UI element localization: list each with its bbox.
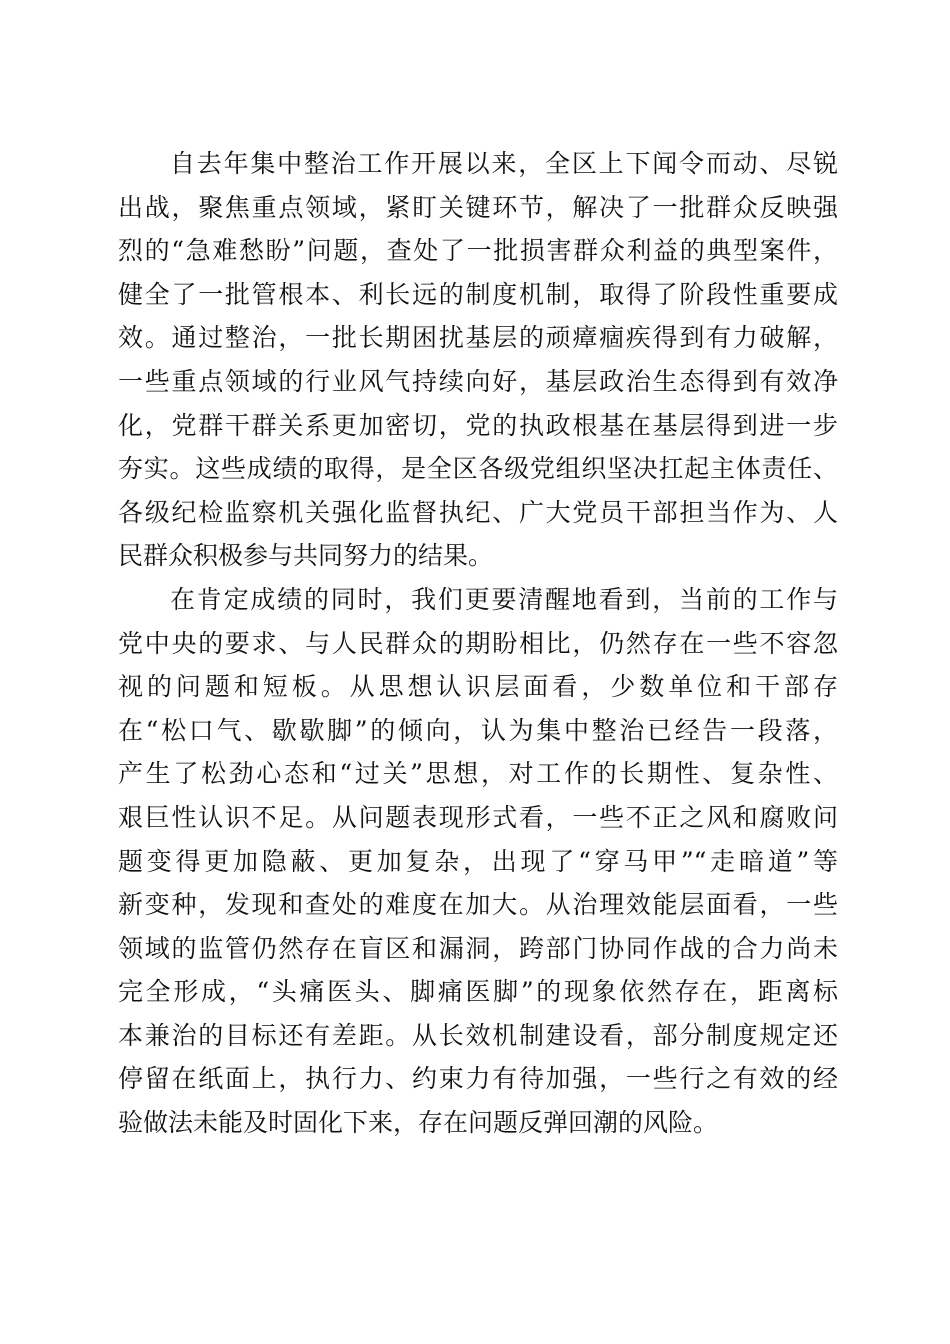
paragraph-achievements	[118, 142, 838, 578]
text-line: 新变种，发现和查处的难度在加大。从治理效能层面看，一些	[118, 890, 838, 920]
text-line: 夯实。这些成绩的取得，是全区各级党组织坚决扛起主体责任、	[118, 454, 838, 484]
text-line: 自去年集中整治工作开展以来，全区上下闻令而动、尽锐	[170, 149, 838, 178]
text-line: 停留在纸面上，执行力、约束力有待加强，一些行之有效的经	[118, 1064, 838, 1094]
text-line: 各级纪检监察机关强化监督执纪、广大党员干部担当作为、人	[118, 497, 838, 527]
text-line: 在“松口气、歇歇脚”的倾向，认为集中整治已经告一段落，	[118, 715, 838, 745]
text-line: 视的问题和短板。从思想认识层面看，少数单位和干部存	[118, 672, 838, 702]
document-body	[118, 142, 838, 1145]
text-line: 题变得更加隐蔽、更加复杂，出现了“穿马甲”“走暗道”等	[118, 846, 838, 876]
text-line: 党中央的要求、与人民群众的期盼相比，仍然存在一些不容忽	[118, 628, 838, 658]
text-line: 领域的监管仍然存在盲区和漏洞，跨部门协同作战的合力尚未	[118, 933, 838, 963]
text-line: 在肯定成绩的同时，我们更要清醒地看到，当前的工作与	[170, 584, 838, 614]
text-line: 化，党群干群关系更加密切，党的执政根基在基层得到进一步	[118, 410, 838, 440]
text-line: 验做法未能及时固化下来，存在问题反弹回潮的风险。	[118, 1108, 719, 1138]
text-line: 艰巨性认识不足。从问题表现形式看，一些不正之风和腐败问	[118, 802, 838, 832]
paragraph-problems	[118, 578, 838, 1145]
text-line: 一些重点领域的行业风气持续向好，基层政治生态得到有效净	[118, 366, 838, 396]
text-line: 民群众积极参与共同努力的结果。	[118, 541, 494, 571]
text-line: 产生了松劲心态和“过关”思想，对工作的长期性、复杂性、	[118, 759, 838, 789]
text-line: 效。通过整治，一批长期困扰基层的顽瘴痼疾得到有力破解，	[118, 323, 838, 353]
text-line: 本兼治的目标还有差距。从长效机制建设看，部分制度规定还	[118, 1020, 838, 1050]
text-line: 完全形成，“头痛医头、脚痛医脚”的现象依然存在，距离标	[118, 977, 838, 1007]
text-line: 出战，聚焦重点领域，紧盯关键环节，解决了一批群众反映强	[118, 192, 838, 222]
text-line: 健全了一批管根本、利长远的制度机制，取得了阶段性重要成	[118, 279, 838, 309]
text-line: 烈的“急难愁盼”问题，查处了一批损害群众利益的典型案件，	[118, 236, 838, 266]
